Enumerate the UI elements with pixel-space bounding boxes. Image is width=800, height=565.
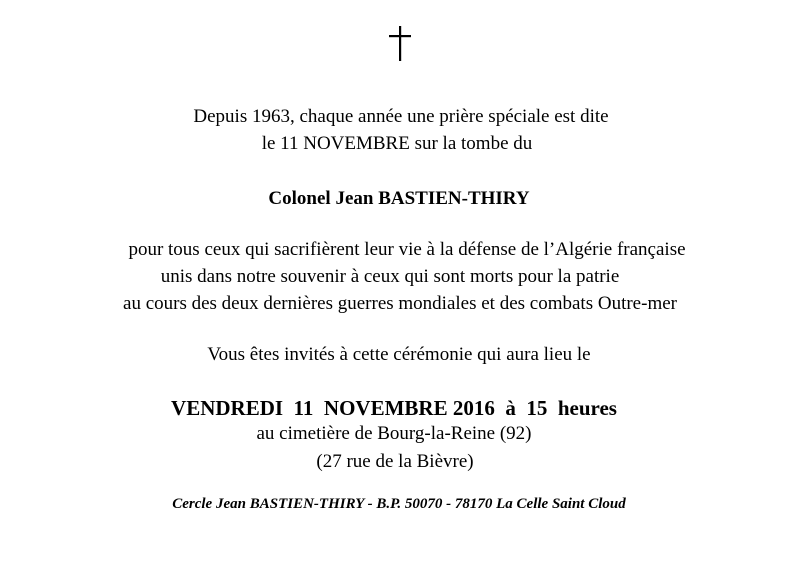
location-line-1: au cimetière de Bourg-la-Reine (92) [256,423,532,444]
honoree-name: Colonel Jean BASTIEN-THIRY [268,188,530,209]
dedication-line-2: unis dans notre souvenir à ceux qui sont morts pour la patrie [160,266,620,287]
intro-line-2: le 11 NOVEMBRE sur la tombe du [261,133,533,154]
dedication-line-1: pour tous ceux qui sacrifièrent leur vie à la défense de l’Algérie française [128,239,686,260]
event-datetime: VENDREDI 11 NOVEMBRE 2016 à 15 heures [171,396,617,420]
dedication-line-3: au cours des deux dernières guerres mondiales et des combats Outre-mer [123,293,677,314]
invite-line: Vous êtes invités à cette cérémonie qui aura lieu le [207,344,591,365]
location-line-2: (27 rue de la Bièvre) [316,451,474,472]
latin-cross-icon [378,24,422,64]
footer-address: Cercle Jean BASTIEN-THIRY - B.P. 50070 - 78170 La Celle Saint Cloud [172,496,626,512]
intro-line-1: Depuis 1963, chaque année une prière spéciale est dite [193,106,609,127]
